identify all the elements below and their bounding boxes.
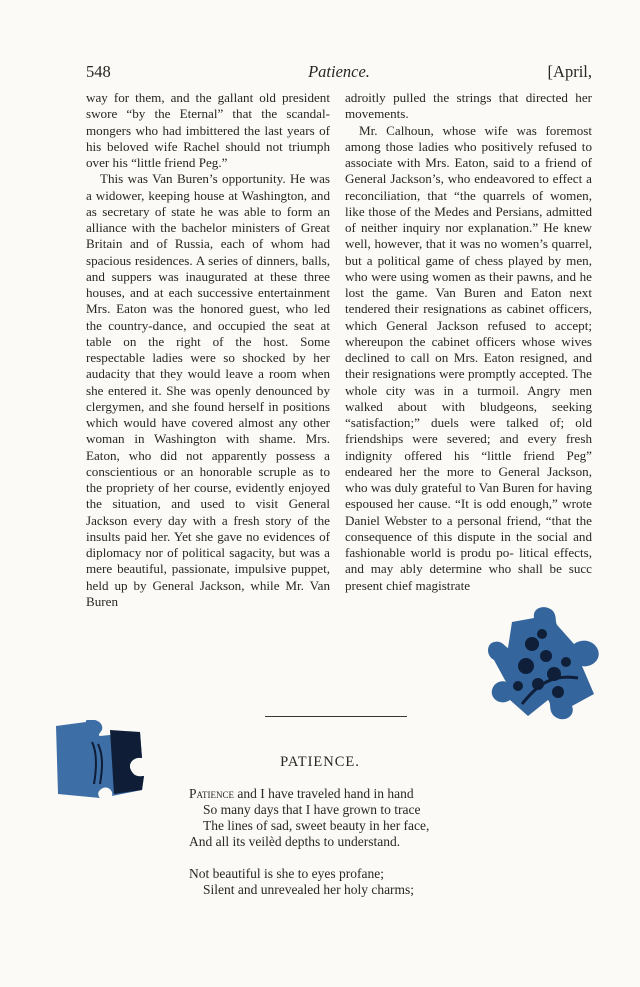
running-month: [April, [547,62,592,81]
paragraph: This was Van Buren’s opportunity. He was a widower, keeping house at Washington, and as secretary of state he was able to form an alliance with the bachelor ministers of Great Britain and of Russia, each of whom had spacious residences. A series of dinners, balls, and suppers was inaugurated at these three houses, and at each successive entertainment Mrs. Eaton was the honored guest, who led the country-dance, and occupied the seat at table on the right of the host. Some respectable ladies were so shocked by her audacity that they would leave a room when she entered it. She was openly denounced by clergymen, and she found herself in positions which would have covered almost any other woman in Washington with shame. Mrs. Eaton, who did not apparently possess a conscientious or an honorable scruple as to the propriety of her course, evidently enjoyed the situation, and used to visit General Jackson every day with a fresh story of the insults paid her. Yet she gave no evidences of diplomacy nor of political sagacity, but was a mere beautiful, passionate, impulsive puppet, held up by General Jackson, while Mr. Van Buren [86,171,330,609]
page-header [86,62,592,84]
poem-line: So many days that I have grown to trace [203,802,421,817]
left-column [86,90,330,610]
poem-line: Not beautiful is she to eyes profane; [189,866,384,881]
poem-line: The lines of sad, sweet beauty in her face, [203,818,430,833]
running-title: Patience. [308,62,370,81]
poem-first-word: Patience [189,786,235,801]
poem-line: Silent and unrevealed her holy charms; [203,882,415,897]
paragraph: way for them, and the gallant old president swore “by the Eternal” that the scandal-mongers who had imbittered the last years of his beloved wife Rachel should not triumph over his “little friend Peg.” [86,90,330,170]
page-number: 548 [86,62,111,81]
paragraph: adroitly pulled the strings that directed her movements. [345,90,592,122]
poem-line: And all its veilèd depths to understand. [189,834,401,849]
stanza [189,866,519,898]
poem-line [189,786,519,802]
paragraph: Mr. Calhoun, whose wife was foremost among those ladies who positively refused to associate with Mrs. Eaton, said to a friend of General Jackson’s, who endeavored to effect a reconciliation, that “the quarrels of women, like those of the Medes and Persians, admitted of neither inquiry nor explanation.” He knew well, however, that it was no women’s quarrel, but a political game of chess played by men, who were using women as their pawns, and he lost the game. Van Buren and Eaton next tendered their resignations as cabinet officers, which General Jackson refused to accept; whereupon the cabinet officers whose wives declined to call on Mrs. Eaton resigned, and their resignations were promptly accepted. The whole city was in a turmoil. Angry men walked about with bludgeons, seeking “satisfaction;” duels were talked of; old friendships were severed; and every fresh indignity offered his “little friend Peg” endeared her the more to General Jackson, who was duly grateful to Van Buren for having espoused her cause. “It is odd enough,” wrote Daniel Webster to a personal friend, “that the consequence of this dispute in the social and fashionable world is produ po- litical effects, and may ably determine who shall be succ present chief magistrate [345,122,592,593]
puzzle-piece-body [488,607,599,719]
section-divider [265,716,407,717]
right-column [345,90,592,594]
puzzle-piece-icon[interactable] [482,604,604,722]
poem-title: PATIENCE. [280,754,360,770]
poem [189,786,519,914]
poem-line-text: and I have traveled hand in hand [234,786,414,801]
stanza [189,786,519,850]
